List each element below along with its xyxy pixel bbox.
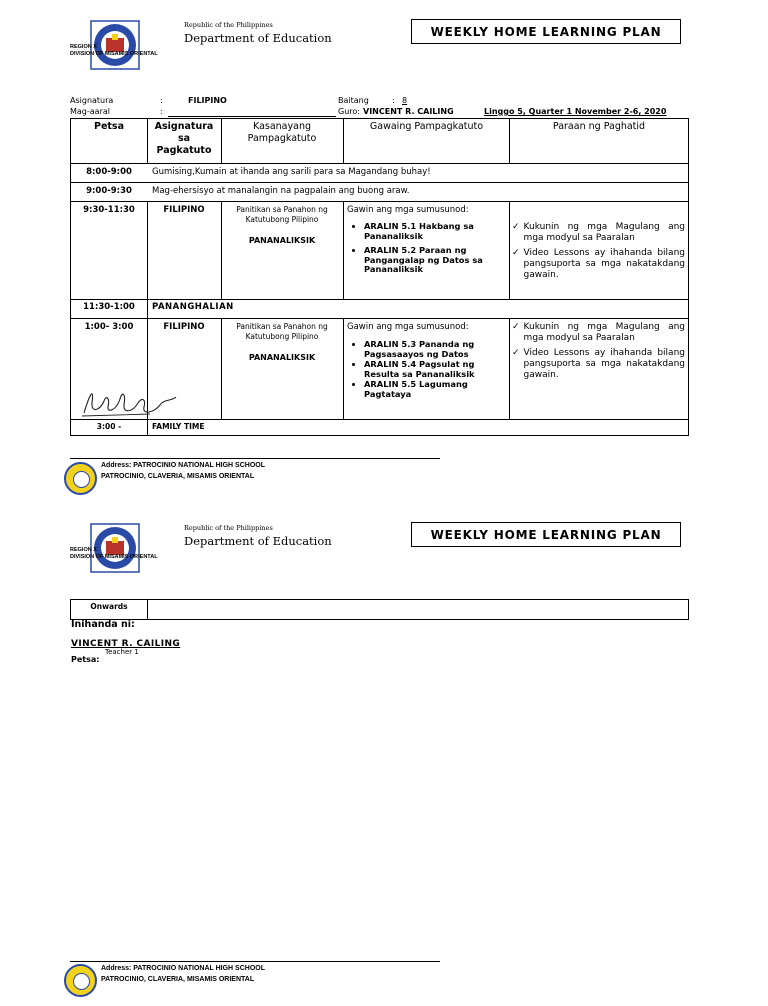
delivery-item: Video Lessons ay ihahanda bilang pangsuporta sa mga nakatakdang gawain. [523, 248, 685, 280]
row5-time: 1:00- 3:00 [84, 322, 134, 332]
onwards-label: Onwards [90, 602, 128, 611]
delivery-item: Video Lessons ay ihahanda bilang pangsuporta sa mga nakatakdang gawain. [523, 348, 685, 380]
week-label: Linggo 5, Quarter 1 November 2-6, 2020 [484, 107, 667, 116]
row4-time: 11:30-1:00 [83, 302, 135, 312]
row6-time: 3:00 - [96, 422, 122, 431]
row5-subject: FILIPINO [163, 322, 205, 332]
asignatura-label: Asignatura [70, 96, 114, 105]
row5-intro: Gawin ang mga sumusunod: [347, 322, 469, 332]
teacher-title: Teacher 1 [105, 648, 139, 656]
row5-skill-topic: Panitikan sa Panahon ng Katutubong Pilipino [236, 322, 328, 341]
guro-value: VINCENT R. CAILING [363, 107, 454, 116]
footer-address-1: Address: PATROCINIO NATIONAL HIGH SCHOOL [101, 965, 265, 972]
row5-skill-focus: PANANALIKSIK [248, 353, 316, 362]
division-label: DIVISION OF MISAMIS ORIENTAL [70, 51, 158, 57]
row1-time: 8:00-9:00 [86, 167, 132, 177]
row3-subject: FILIPINO [163, 205, 205, 215]
col-header-kasanayan: Kasanayang Pampagkatuto [247, 121, 317, 144]
row3-time: 9:30-11:30 [83, 205, 135, 215]
list-item: • ARALIN 5.1 Hakbang sa Pananaliksik [364, 222, 507, 241]
col-header-petsa: Petsa [93, 121, 124, 132]
asignatura-value: FILIPINO [188, 96, 227, 105]
row1-text: Gumising,Kumain at ihanda ang sarili para sa Magandang buhay! [152, 167, 431, 177]
list-item: • ARALIN 5.5 Lagumang Pagtataya [364, 380, 507, 399]
region-label: REGION X [70, 44, 97, 50]
teacher-name: VINCENT R. CAILING [71, 639, 181, 649]
department-label: Department of Education [184, 534, 332, 548]
row3-skill-focus: PANANALIKSIK [248, 236, 316, 245]
check-icon: ✓ [512, 348, 520, 358]
footer-address-1: Address: PATROCINIO NATIONAL HIGH SCHOOL [101, 462, 265, 469]
republic-label: Republic of the Philippines [184, 524, 273, 532]
col-header-asignatura: Asignatura sa Pagkatuto [154, 121, 214, 156]
magaaral-label: Mag-aaral [70, 107, 110, 116]
row6-text: FAMILY TIME [152, 422, 205, 431]
signature-icon [80, 383, 180, 419]
prepared-by-label: Inihanda ni: [71, 619, 135, 630]
delivery-item: Kukunin ng mga Magulang ang mga modyul sa Paaralan [523, 322, 685, 343]
row4-text: PANANGHALIAN [152, 302, 234, 312]
col-header-paraan: Paraan ng Paghatid [552, 121, 646, 132]
date-label: Petsa: [71, 655, 100, 664]
list-item: • ARALIN 5.2 Paraan ng Pangangalap ng Datos sa Pananaliksik [364, 246, 507, 275]
list-item: • ARALIN 5.3 Pananda ng Pagsasaayos ng Datos [364, 340, 507, 359]
republic-label: Republic of the Philippines [184, 21, 273, 29]
baitang-label: Baitang [338, 96, 369, 105]
division-label: DIVISION OF MISAMIS ORIENTAL [70, 554, 158, 560]
check-icon: ✓ [512, 222, 520, 232]
plan-title: WEEKLY HOME LEARNING PLAN [411, 19, 681, 44]
plan-title: WEEKLY HOME LEARNING PLAN [411, 522, 681, 547]
region-label: REGION X [70, 547, 97, 553]
delivery-item: Kukunin ng mga Magulang ang mga modyul sa Paaralan [523, 222, 685, 243]
row3-skill-topic: Panitikan sa Panahon ng Katutubong Pilipino [236, 205, 328, 224]
footer-address-2: PATROCINIO, CLAVERIA, MISAMIS ORIENTAL [101, 976, 255, 983]
check-icon: ✓ [512, 322, 520, 332]
school-logo-icon [64, 964, 97, 997]
baitang-value: 8 [402, 96, 408, 105]
school-logo-icon [64, 462, 97, 495]
list-item: • ARALIN 5.4 Pagsulat ng Resulta sa Pananaliksik [364, 360, 507, 379]
department-label: Department of Education [184, 31, 332, 45]
check-icon: ✓ [512, 248, 520, 258]
row2-text: Mag-ehersisyo at manalangin na pagpalain ang buong araw. [152, 186, 410, 196]
footer-address-2: PATROCINIO, CLAVERIA, MISAMIS ORIENTAL [101, 473, 255, 480]
row2-time: 9:00-9:30 [86, 186, 132, 196]
col-header-gawain: Gawaing Pampagkatuto [369, 121, 484, 132]
row3-intro: Gawin ang mga sumusunod: [347, 205, 469, 215]
guro-label: Guro: [338, 107, 360, 116]
